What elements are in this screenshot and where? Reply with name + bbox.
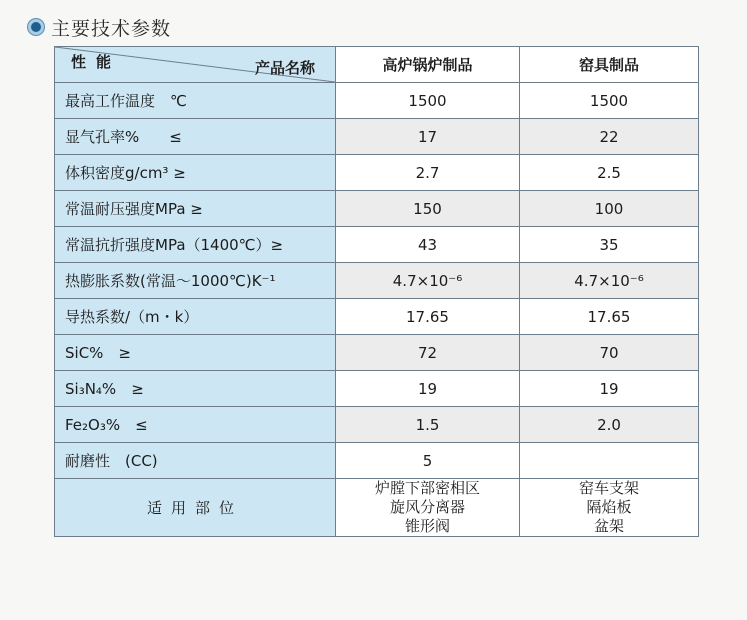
value-cell: 17.65 xyxy=(520,299,699,335)
application-blast-furnace xyxy=(336,479,520,537)
value-cell: 43 xyxy=(336,227,520,263)
value-cell: 100 xyxy=(520,191,699,227)
value-cell: 19 xyxy=(336,371,520,407)
property-label: 耐磨性 (CC) xyxy=(55,443,336,479)
value-cell: 17.65 xyxy=(336,299,520,335)
table-row xyxy=(55,263,699,299)
table-row xyxy=(55,407,699,443)
value-cell: 72 xyxy=(336,335,520,371)
diagonal-header-cell xyxy=(55,47,336,83)
value-cell: 4.7×10⁻⁶ xyxy=(520,263,699,299)
header-performance: 性能 xyxy=(71,53,122,71)
application-item: 锥形阀 xyxy=(404,517,450,535)
value-cell: 5 xyxy=(336,443,520,479)
table-row xyxy=(55,191,699,227)
spec-table xyxy=(54,46,699,537)
table-header-row xyxy=(55,47,699,83)
application-item: 窑车支架 xyxy=(578,479,639,497)
table-row xyxy=(55,299,699,335)
property-label: Si₃N₄% ≥ xyxy=(55,371,336,407)
value-cell: 150 xyxy=(336,191,520,227)
application-item: 旋风分离器 xyxy=(389,498,465,516)
application-item: 盆架 xyxy=(593,517,624,535)
value-cell: 2.5 xyxy=(520,155,699,191)
value-cell xyxy=(520,443,699,479)
table-row xyxy=(55,335,699,371)
value-cell: 1500 xyxy=(520,83,699,119)
property-label: 热膨胀系数(常温～1000℃)K⁻¹ xyxy=(55,263,336,299)
value-cell: 1500 xyxy=(336,83,520,119)
property-label: 最高工作温度 ℃ xyxy=(55,83,336,119)
table-row xyxy=(55,371,699,407)
section-title: 主要技术参数 xyxy=(51,17,172,40)
column-header-blast-furnace: 高炉锅炉制品 xyxy=(336,47,520,83)
value-cell: 22 xyxy=(520,119,699,155)
value-cell: 19 xyxy=(520,371,699,407)
property-label: SiC% ≥ xyxy=(55,335,336,371)
application-label: 适用部位 xyxy=(55,479,336,537)
column-header-kiln-furniture: 窑具制品 xyxy=(520,47,699,83)
property-label: 体积密度g/cm³ ≥ xyxy=(55,155,336,191)
value-cell: 35 xyxy=(520,227,699,263)
table-row xyxy=(55,83,699,119)
section-heading xyxy=(27,14,171,40)
table-row xyxy=(55,119,699,155)
table-row xyxy=(55,155,699,191)
application-item: 隔焰板 xyxy=(586,498,632,516)
property-label: 常温抗折强度MPa（1400℃）≥ xyxy=(55,227,336,263)
application-item: 炉膛下部密相区 xyxy=(374,479,480,497)
value-cell: 70 xyxy=(520,335,699,371)
circle-bullet-icon xyxy=(27,18,45,36)
property-label: Fe₂O₃% ≤ xyxy=(55,407,336,443)
value-cell: 17 xyxy=(336,119,520,155)
table-row xyxy=(55,443,699,479)
property-label: 显气孔率% ≤ xyxy=(55,119,336,155)
application-kiln-furniture xyxy=(520,479,699,537)
table-row xyxy=(55,227,699,263)
header-product-name: 产品名称 xyxy=(254,59,315,77)
application-row xyxy=(55,479,699,537)
value-cell: 2.0 xyxy=(520,407,699,443)
property-label: 常温耐压强度MPa ≥ xyxy=(55,191,336,227)
property-label: 导热系数/（m・k） xyxy=(55,299,336,335)
value-cell: 2.7 xyxy=(336,155,520,191)
value-cell: 1.5 xyxy=(336,407,520,443)
value-cell: 4.7×10⁻⁶ xyxy=(336,263,520,299)
